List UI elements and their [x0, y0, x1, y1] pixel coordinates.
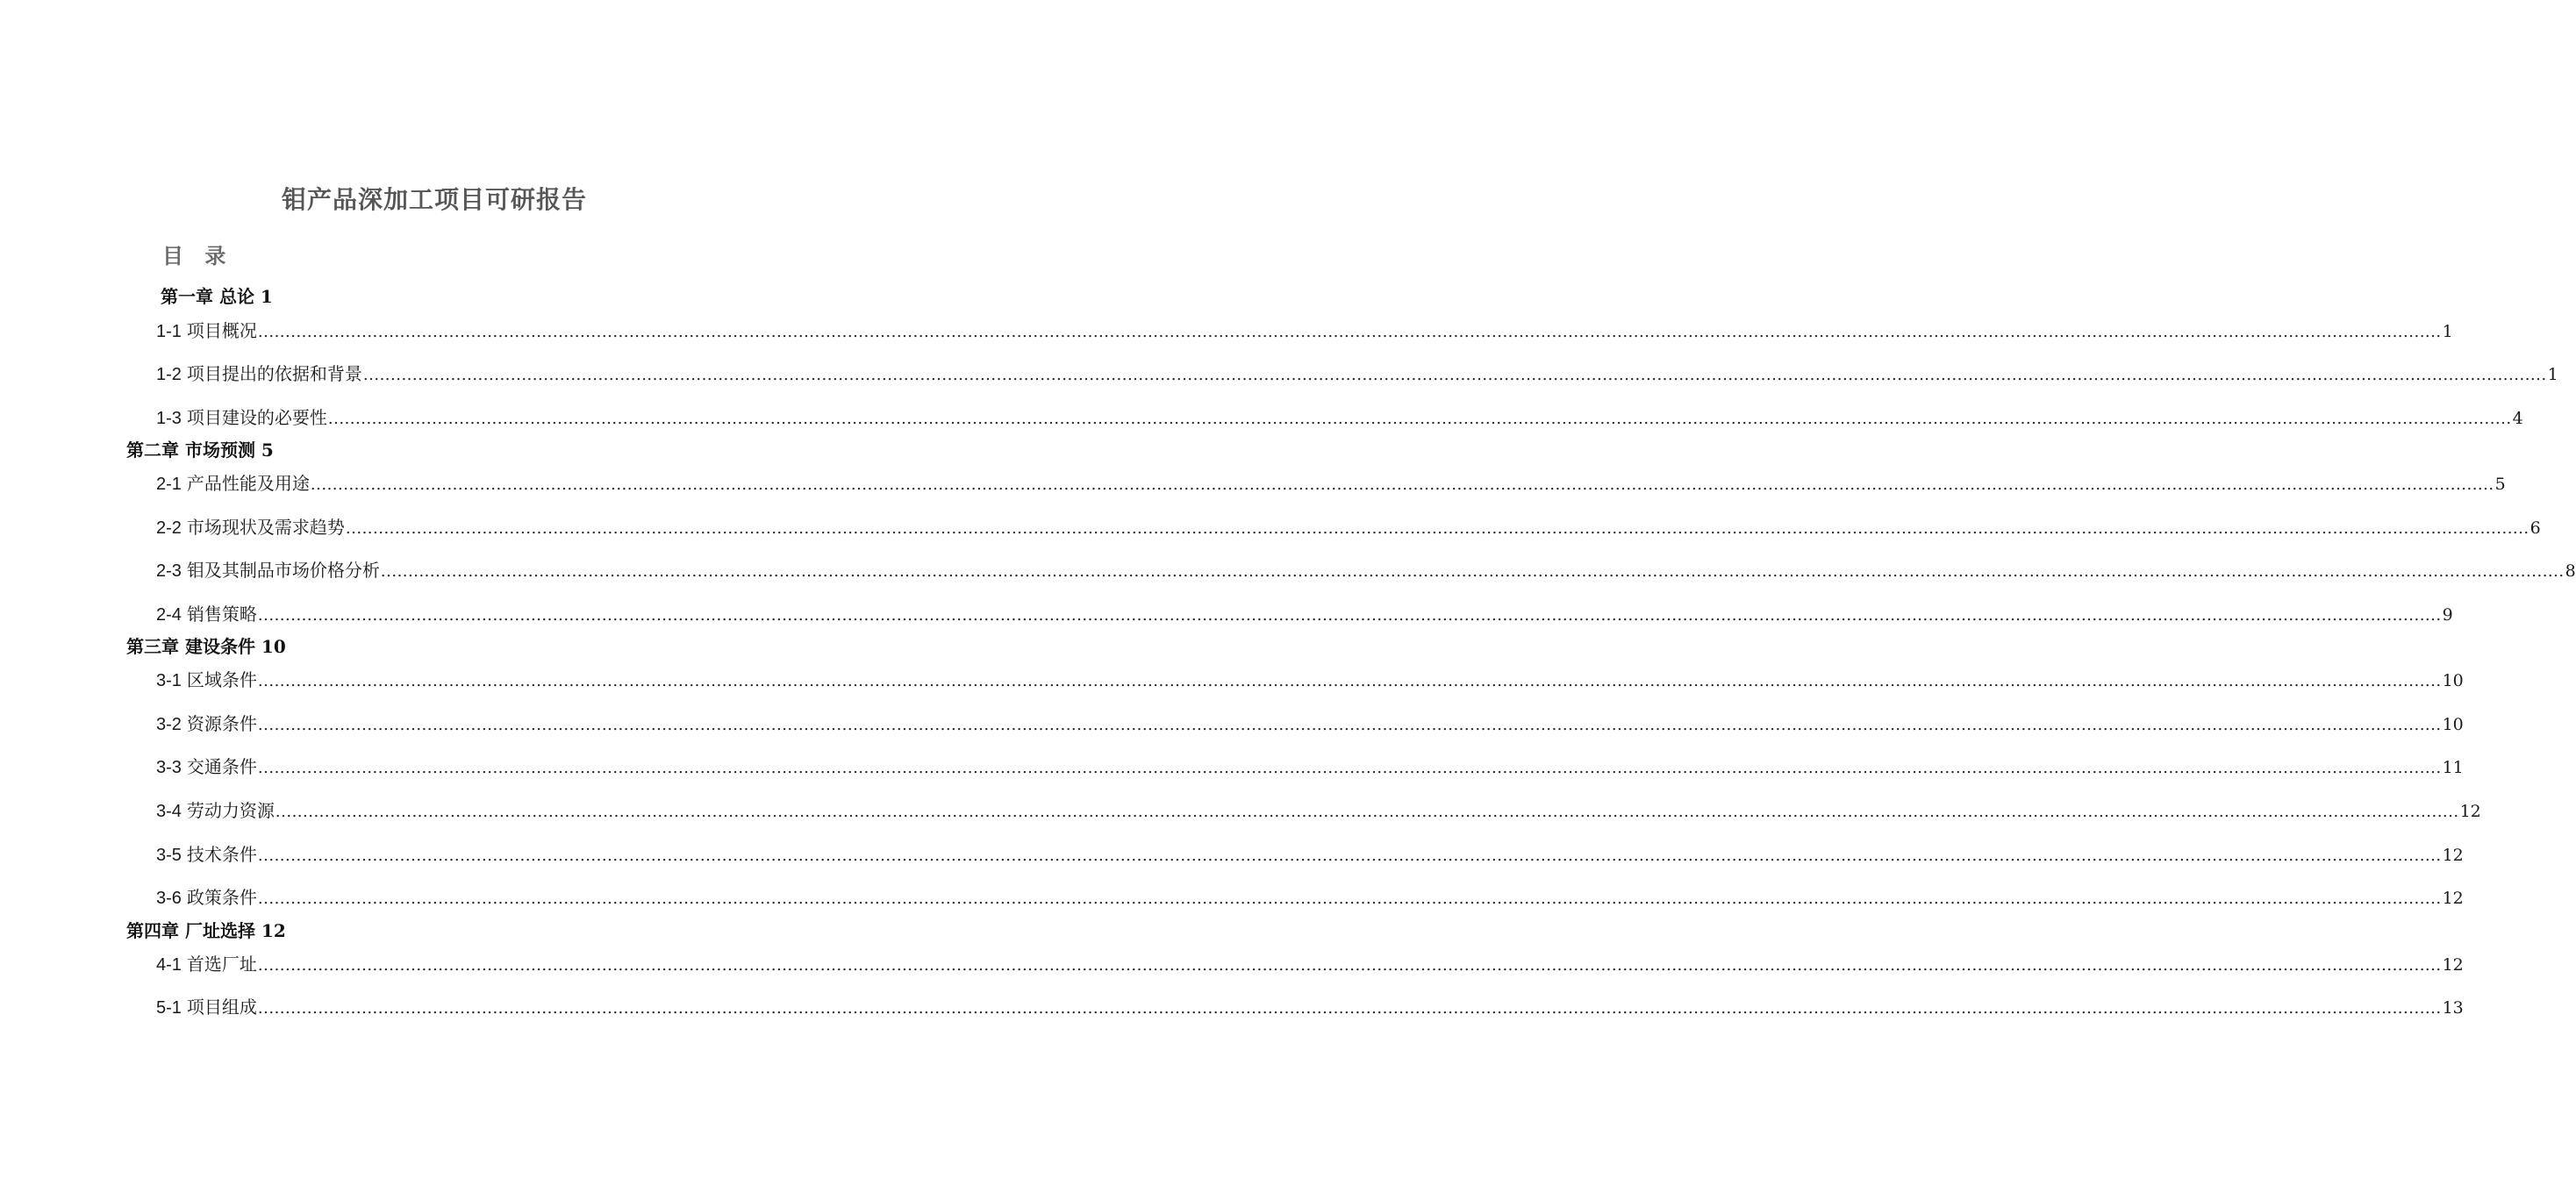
- toc-entry: [156, 318, 2453, 344]
- toc-entry-title: 项目建设的必要性: [186, 407, 327, 428]
- toc-dot-leader: ................................................................................................................................................................................................................................................................................................................................................................................................................: [257, 606, 2442, 625]
- toc-entry: [156, 797, 2481, 824]
- toc-entry: [156, 514, 2541, 540]
- toc-entry: [156, 994, 2464, 1020]
- toc-entry-number: 3-4: [156, 802, 182, 821]
- toc-entry-number: 2-1: [156, 475, 182, 494]
- toc-dot-leader: ................................................................................................................................................................................................................................................................................................................................................................................................................: [380, 562, 2565, 581]
- toc-entry-number: 3-2: [156, 715, 182, 734]
- toc-dot-leader: ................................................................................................................................................................................................................................................................................................................................................................................................................: [257, 847, 2442, 865]
- toc-dot-leader: ................................................................................................................................................................................................................................................................................................................................................................................................................: [257, 323, 2442, 341]
- toc-entry-page-number: 6: [2529, 518, 2541, 538]
- toc-dot-leader: ................................................................................................................................................................................................................................................................................................................................................................................................................: [257, 716, 2442, 734]
- toc-entry-title: 销售策略: [186, 604, 257, 625]
- toc-chapter: [126, 633, 286, 660]
- toc-dot-leader: ................................................................................................................................................................................................................................................................................................................................................................................................................: [275, 803, 2459, 821]
- toc-dot-leader: ................................................................................................................................................................................................................................................................................................................................................................................................................: [257, 672, 2442, 690]
- toc-entry-title: 项目概况: [186, 320, 257, 341]
- toc-entry-number: 2-2: [156, 518, 182, 538]
- toc-entry-page-number: 1: [2547, 365, 2558, 384]
- toc-entry-title: 项目组成: [186, 997, 257, 1018]
- toc-dot-leader: ................................................................................................................................................................................................................................................................................................................................................................................................................: [327, 410, 2512, 428]
- toc-entry-number: 2-3: [156, 561, 182, 581]
- toc-entry-number: 2-4: [156, 605, 182, 625]
- toc-entry-page-number: 11: [2442, 758, 2464, 777]
- toc-entry-page-number: 5: [2494, 475, 2506, 494]
- toc-entry: [156, 361, 2558, 387]
- toc-entry-page-number: 1: [2442, 322, 2453, 341]
- toc-entry: [156, 601, 2453, 627]
- toc-entry-page-number: 13: [2442, 998, 2464, 1018]
- toc-entry-title: 政策条件: [186, 887, 257, 908]
- toc-entry-page-number: 12: [2442, 955, 2464, 975]
- toc-dot-leader: ................................................................................................................................................................................................................................................................................................................................................................................................................: [345, 519, 2529, 538]
- toc-entry: [156, 841, 2464, 868]
- toc-entry: [156, 754, 2464, 780]
- toc-entry-number: 4-1: [156, 955, 182, 975]
- toc-chapter-label: 第二章 市场预测 5: [126, 439, 274, 461]
- toc-entry-number: 5-1: [156, 998, 182, 1018]
- toc-entry-title: 钼及其制品市场价格分析: [186, 560, 380, 581]
- toc-entry-page-number: 9: [2442, 605, 2453, 625]
- toc-entry-page-number: 12: [2442, 889, 2464, 908]
- toc-entry-title: 产品性能及用途: [186, 473, 310, 494]
- toc-entry-title: 区域条件: [186, 669, 257, 690]
- document-title: 钼产品深加工项目可研报告: [281, 185, 587, 214]
- toc-entry: [156, 951, 2464, 977]
- toc-entry-number: 3-6: [156, 889, 182, 908]
- toc-entry-number: 3-3: [156, 758, 182, 777]
- toc-chapter: [126, 437, 274, 463]
- toc-chapter-label: 第一章 总论 1: [161, 286, 273, 307]
- toc-entry-title: 交通条件: [186, 756, 257, 777]
- toc-entry: [156, 884, 2464, 911]
- toc-entry: [156, 470, 2506, 497]
- toc-dot-leader: ................................................................................................................................................................................................................................................................................................................................................................................................................: [257, 890, 2442, 908]
- toc-chapter-label: 第三章 建设条件 10: [126, 636, 286, 657]
- toc-dot-leader: ................................................................................................................................................................................................................................................................................................................................................................................................................: [362, 366, 2547, 384]
- toc-entry-title: 资源条件: [186, 713, 257, 734]
- toc-chapter: [161, 283, 273, 310]
- toc-heading: 目 录: [162, 243, 233, 268]
- toc-dot-leader: ................................................................................................................................................................................................................................................................................................................................................................................................................: [257, 759, 2442, 777]
- toc-entry: [156, 711, 2464, 737]
- toc-dot-leader: ................................................................................................................................................................................................................................................................................................................................................................................................................: [257, 999, 2442, 1018]
- toc-entry: [156, 557, 2576, 583]
- toc-entry: [156, 404, 2523, 431]
- toc-entry-page-number: 10: [2442, 671, 2464, 690]
- toc-entry-page-number: 10: [2442, 715, 2464, 734]
- toc-entry-number: 1-1: [156, 322, 182, 341]
- toc-chapter-label: 第四章 厂址选择 12: [126, 920, 286, 941]
- toc-entry-title: 劳动力资源: [186, 800, 275, 821]
- toc-entry-title: 首选厂址: [186, 954, 257, 975]
- toc-entry-number: 1-2: [156, 365, 182, 384]
- toc-entry-title: 市场现状及需求趋势: [186, 517, 345, 538]
- toc-entry-page-number: 12: [2459, 802, 2481, 821]
- toc-entry-title: 项目提出的依据和背景: [186, 363, 362, 384]
- toc-entry: [156, 667, 2464, 693]
- toc-entry-number: 3-5: [156, 846, 182, 865]
- toc-dot-leader: ................................................................................................................................................................................................................................................................................................................................................................................................................: [257, 956, 2442, 975]
- toc-entry-title: 技术条件: [186, 844, 257, 865]
- toc-entry-page-number: 8: [2565, 561, 2576, 581]
- toc-entry-page-number: 4: [2512, 409, 2523, 428]
- toc-entry-number: 3-1: [156, 671, 182, 690]
- toc-entry-number: 1-3: [156, 409, 182, 428]
- toc-chapter: [126, 918, 286, 944]
- toc-dot-leader: ................................................................................................................................................................................................................................................................................................................................................................................................................: [310, 475, 2494, 494]
- toc-entry-page-number: 12: [2442, 846, 2464, 865]
